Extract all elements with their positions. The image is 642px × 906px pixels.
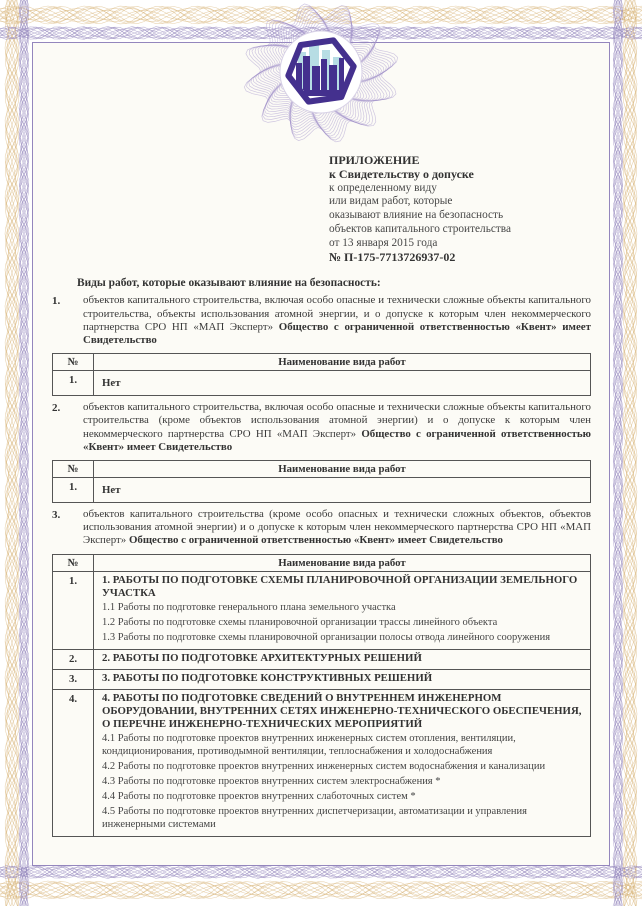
section-number: 1. — [52, 295, 61, 308]
table-row — [53, 669, 591, 689]
col-header-num: № — [53, 554, 94, 571]
title-line: или видам работ, которые — [329, 195, 453, 208]
section-text-normal: объектов капитального строительства (кроме особо опасных и технически сложных объектов, объектов использования атомной энергии) и о допуске к которым член некоммерческого партнерства СРО НП «МАП Эксперт» — [83, 508, 591, 547]
title-line: оказывают влияние на безопасность — [329, 209, 504, 222]
work-group-title: 3. РАБОТЫ ПО ПОДГОТОВКЕ КОНСТРУКТИВНЫХ РЕШЕНИЙ — [102, 671, 433, 684]
work-item: 4.4 Работы по подготовке проектов внутренних слаботочных систем * — [102, 791, 416, 803]
document-title-block — [329, 154, 591, 264]
table-header-row — [53, 354, 591, 371]
work-item: 4.1 Работы по подготовке проектов внутренних инженерных систем отопления, вентиляции, кондиционирования, противодымной вентиляции, теплоснабжения и холодоснабжения — [102, 733, 516, 757]
work-item: 4.2 Работы по подготовке проектов внутренних инженерных систем водоснабжения и канализации — [102, 761, 546, 773]
works-table-3 — [52, 554, 591, 837]
work-item: 4.5 Работы по подготовке проектов внутренних диспетчеризации, автоматизации и управления инженерными системами — [102, 806, 527, 830]
table-row — [53, 689, 591, 836]
section-number: 3. — [52, 509, 61, 521]
work-item: 1.3 Работы по подготовке схемы планировочной организации полосы отвода линейного сооружения — [102, 632, 551, 644]
col-header-num: № — [53, 354, 94, 371]
section-text-bold: Общество с ограниченной ответственностью «Квент» имеет Свидетельство — [128, 534, 504, 547]
work-item: 4.3 Работы по подготовке проектов внутренних систем электроснабжения * — [102, 776, 441, 788]
works-table-2 — [52, 460, 591, 503]
row-name: Нет — [102, 484, 121, 496]
title-line: объектов капитального строительства — [329, 222, 511, 235]
work-group-title: 2. РАБОТЫ ПО ПОДГОТОВКЕ АРХИТЕКТУРНЫХ РЕШЕНИЙ — [102, 651, 422, 664]
row-number: 1. — [53, 371, 94, 396]
row-number: 2. — [53, 649, 94, 669]
section-number: 2. — [52, 402, 61, 415]
section-text — [83, 401, 591, 454]
title-line: к Свидетельству о допуске — [329, 166, 474, 181]
title-line: к определенному виду — [329, 181, 437, 194]
row-number: 3. — [53, 669, 94, 689]
section-3 — [52, 508, 591, 548]
section-2 — [52, 401, 591, 454]
col-header-name: Наименование вида работ — [94, 354, 591, 371]
certificate-page — [33, 42, 610, 866]
section-text-normal: объектов капитального строительства, включая особо опасные и технически сложные объекты капитального строительства (кроме объектов использования атомной энергии) и о допуске к которым член некоммерческого партнерства СРО НП «МАП Эксперт» — [83, 401, 591, 440]
page-heading: Виды работ, которые оказывают влияние на безопасность: — [77, 277, 381, 290]
works-table-1 — [52, 353, 591, 396]
table-header-row — [53, 461, 591, 478]
row-number: 1. — [53, 571, 94, 649]
table-row — [53, 649, 591, 669]
work-item: 1.2 Работы по подготовке схемы планировочной организации трассы линейного объекта — [102, 617, 498, 629]
work-group-title: 1. РАБОТЫ ПО ПОДГОТОВКЕ СХЕМЫ ПЛАНИРОВОЧНОЙ ОРГАНИЗАЦИИ ЗЕМЕЛЬНОГО УЧАСТКА — [102, 573, 578, 599]
row-number: 4. — [53, 689, 94, 836]
row-number: 1. — [53, 478, 94, 503]
table-row — [53, 571, 591, 649]
document-number: № П-175-7713726937-02 — [329, 249, 456, 264]
col-header-num: № — [53, 461, 94, 478]
title-line: ПРИЛОЖЕНИЕ — [329, 153, 420, 167]
section-text — [83, 294, 591, 347]
col-header-name: Наименование вида работ — [94, 461, 591, 478]
section-text-bold: Общество с ограниченной ответственностью «Квент» имеет Свидетельство — [83, 320, 591, 346]
row-name: Нет — [102, 377, 121, 390]
section-1 — [52, 294, 591, 347]
section-text-normal: объектов капитального строительства, включая особо опасные и технически сложные объекты капитального строительства, объекты использования атомной энергии, и о допуске к которым член некоммерческого партнерства СРО НП «МАП Эксперт» — [83, 294, 591, 333]
section-text — [83, 508, 591, 548]
section-text-bold: Общество с ограниченной ответственностью «Квент» имеет Свидетельство — [83, 427, 591, 453]
table-row — [53, 478, 591, 503]
work-item: 1.1 Работы по подготовке генерального плана земельного участка — [102, 602, 396, 614]
work-group-title: 4. РАБОТЫ ПО ПОДГОТОВКЕ СВЕДЕНИЙ О ВНУТРЕННЕМ ИНЖЕНЕРНОМ ОБОРУДОВАНИИ, ВНУТРЕННИХ СЕТЯХ ИНЖЕНЕРНО-ТЕХНИЧЕСКОГО ОБЕСПЕЧЕНИЯ, О ПЕРЕЧНЕ ИНЖЕНЕРНО-ТЕХНИЧЕСКИХ МЕРОПРИЯТИЙ — [102, 691, 582, 730]
title-line: от 13 января 2015 года — [329, 236, 438, 249]
table-row — [53, 371, 591, 396]
table-header-row — [53, 554, 591, 571]
col-header-name: Наименование вида работ — [94, 554, 591, 571]
